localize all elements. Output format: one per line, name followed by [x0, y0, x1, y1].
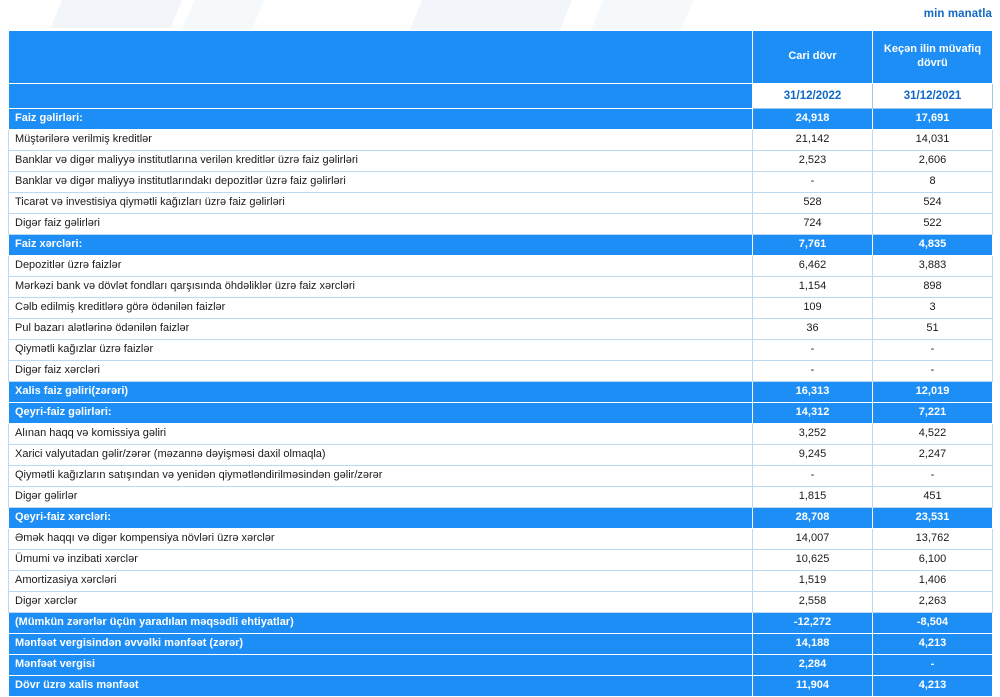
header-cell-blank — [9, 31, 753, 84]
row-value-previous: 524 — [873, 193, 993, 214]
row-value-current: 109 — [753, 298, 873, 319]
row-value-previous: 7,221 — [873, 403, 993, 424]
row-value-previous: 522 — [873, 214, 993, 235]
row-label: Digər gəlirlər — [9, 487, 753, 508]
table-row — [9, 403, 993, 424]
row-label: Xarici valyutadan gəlir/zərər (məzannə dəyişməsi daxil olmaqla) — [9, 445, 753, 466]
table-row — [9, 214, 993, 235]
row-value-current: 28,708 — [753, 508, 873, 529]
row-value-current: - — [753, 172, 873, 193]
row-value-current: 14,007 — [753, 529, 873, 550]
table-row — [9, 529, 993, 550]
row-value-previous: 13,762 — [873, 529, 993, 550]
table-row — [9, 361, 993, 382]
row-value-previous: 4,213 — [873, 634, 993, 655]
row-label: Banklar və digər maliyyə institutlarına verilən kreditlər üzrə faiz gəlirləri — [9, 151, 753, 172]
row-value-current: 10,625 — [753, 550, 873, 571]
row-value-current: 1,519 — [753, 571, 873, 592]
row-value-current: - — [753, 466, 873, 487]
row-value-current: 2,558 — [753, 592, 873, 613]
row-label: (Mümkün zərərlər üçün yaradılan məqsədli ehtiyatlar) — [9, 613, 753, 634]
row-label: Alınan haqq və komissiya gəliri — [9, 424, 753, 445]
row-value-current: 9,245 — [753, 445, 873, 466]
table-body — [9, 109, 993, 697]
row-value-current: 1,154 — [753, 277, 873, 298]
row-value-current: - — [753, 340, 873, 361]
row-value-previous: 1,406 — [873, 571, 993, 592]
row-value-previous: 17,691 — [873, 109, 993, 130]
row-value-previous: -8,504 — [873, 613, 993, 634]
row-value-current: 1,815 — [753, 487, 873, 508]
header-date-current: 31/12/2022 — [753, 84, 873, 109]
unit-label: min manatla — [923, 8, 992, 20]
table-row — [9, 256, 993, 277]
row-label: Qiymətli kağızlar üzrə faizlər — [9, 340, 753, 361]
row-label: Digər faiz gəlirləri — [9, 214, 753, 235]
row-value-previous: - — [873, 361, 993, 382]
header-cell-current-period: Cari dövr — [753, 31, 873, 84]
row-label: Mərkəzi bank və dövlət fondları qarşısında öhdəliklər üzrə faiz xərcləri — [9, 277, 753, 298]
row-label: Müştərilərə verilmiş kreditlər — [9, 130, 753, 151]
row-label: Mənfəət vergisindən əvvəlki mənfəət (zərər) — [9, 634, 753, 655]
row-label: Mənfəət vergisi — [9, 655, 753, 676]
table-header — [9, 31, 993, 109]
watermark-shape — [182, 0, 268, 30]
row-label: Dövr üzrə xalis mənfəət — [9, 676, 753, 697]
row-value-current: 16,313 — [753, 382, 873, 403]
row-value-previous: 2,263 — [873, 592, 993, 613]
row-value-previous: 12,019 — [873, 382, 993, 403]
row-value-current: 14,312 — [753, 403, 873, 424]
row-value-current: - — [753, 361, 873, 382]
row-label: Qiymətli kağızların satışından və yenidən qiymətləndirilməsindən gəlir/zərər — [9, 466, 753, 487]
table-row — [9, 487, 993, 508]
row-value-current: -12,272 — [753, 613, 873, 634]
row-label: Faiz gəlirləri: — [9, 109, 753, 130]
row-value-current: 24,918 — [753, 109, 873, 130]
table-row — [9, 130, 993, 151]
row-label: Qeyri-faiz gəlirləri: — [9, 403, 753, 424]
row-value-previous: 2,247 — [873, 445, 993, 466]
watermark-shape — [51, 0, 190, 28]
table-row — [9, 298, 993, 319]
row-label: Ümumi və inzibati xərclər — [9, 550, 753, 571]
row-label: Qeyri-faiz xərcləri: — [9, 508, 753, 529]
watermark-shape — [410, 0, 580, 30]
table-row — [9, 676, 993, 697]
table-row — [9, 445, 993, 466]
table-row — [9, 634, 993, 655]
row-value-current: 21,142 — [753, 130, 873, 151]
row-label: Pul bazarı alətlərinə ödənilən faizlər — [9, 319, 753, 340]
row-label: Depozitlər üzrə faizlər — [9, 256, 753, 277]
row-value-current: 7,761 — [753, 235, 873, 256]
row-value-previous: - — [873, 466, 993, 487]
table-row — [9, 382, 993, 403]
row-value-previous: 8 — [873, 172, 993, 193]
row-value-current: 11,904 — [753, 676, 873, 697]
row-value-previous: 6,100 — [873, 550, 993, 571]
row-label: Banklar və digər maliyyə institutlarındakı depozitlər üzrə faiz gəlirləri — [9, 172, 753, 193]
row-label: Digər xərclər — [9, 592, 753, 613]
table-row — [9, 172, 993, 193]
row-value-current: 6,462 — [753, 256, 873, 277]
table-row — [9, 508, 993, 529]
row-value-previous: 14,031 — [873, 130, 993, 151]
table-row — [9, 340, 993, 361]
table-row — [9, 550, 993, 571]
table-row — [9, 655, 993, 676]
row-value-previous: 4,522 — [873, 424, 993, 445]
row-value-previous: 4,835 — [873, 235, 993, 256]
table-row — [9, 466, 993, 487]
row-value-previous: 898 — [873, 277, 993, 298]
row-value-previous: - — [873, 340, 993, 361]
row-value-current: 36 — [753, 319, 873, 340]
row-value-current: 2,284 — [753, 655, 873, 676]
row-value-previous: 3 — [873, 298, 993, 319]
table-row — [9, 235, 993, 256]
row-label: Faiz xərcləri: — [9, 235, 753, 256]
row-value-current: 3,252 — [753, 424, 873, 445]
row-label: Digər faiz xərcləri — [9, 361, 753, 382]
table-row — [9, 193, 993, 214]
header-cell-blank-2 — [9, 84, 753, 109]
table-row — [9, 151, 993, 172]
financial-report-table — [8, 30, 993, 697]
row-value-current: 528 — [753, 193, 873, 214]
row-label: Əmək haqqı və digər kompensiya növləri üzrə xərclər — [9, 529, 753, 550]
header-date-previous: 31/12/2021 — [873, 84, 993, 109]
row-value-previous: 2,606 — [873, 151, 993, 172]
table-row — [9, 613, 993, 634]
row-value-current: 14,188 — [753, 634, 873, 655]
row-label: Amortizasiya xərcləri — [9, 571, 753, 592]
table-row — [9, 424, 993, 445]
row-value-previous: 23,531 — [873, 508, 993, 529]
row-value-previous: 451 — [873, 487, 993, 508]
header-cell-previous-period: Keçən ilin müvafiq dövrü — [873, 31, 993, 84]
row-value-previous: - — [873, 655, 993, 676]
table-row — [9, 571, 993, 592]
watermark-shape — [591, 0, 699, 30]
row-label: Cəlb edilmiş kreditlərə görə ödənilən faizlər — [9, 298, 753, 319]
row-value-current: 724 — [753, 214, 873, 235]
row-label: Xalis faiz gəliri(zərəri) — [9, 382, 753, 403]
decorative-watermark — [0, 0, 1000, 30]
row-value-previous: 4,213 — [873, 676, 993, 697]
row-value-previous: 3,883 — [873, 256, 993, 277]
row-value-previous: 51 — [873, 319, 993, 340]
table-row — [9, 592, 993, 613]
table-row — [9, 277, 993, 298]
table-row — [9, 109, 993, 130]
row-value-current: 2,523 — [753, 151, 873, 172]
row-label: Ticarət və investisiya qiymətli kağızları üzrə faiz gəlirləri — [9, 193, 753, 214]
table-row — [9, 319, 993, 340]
